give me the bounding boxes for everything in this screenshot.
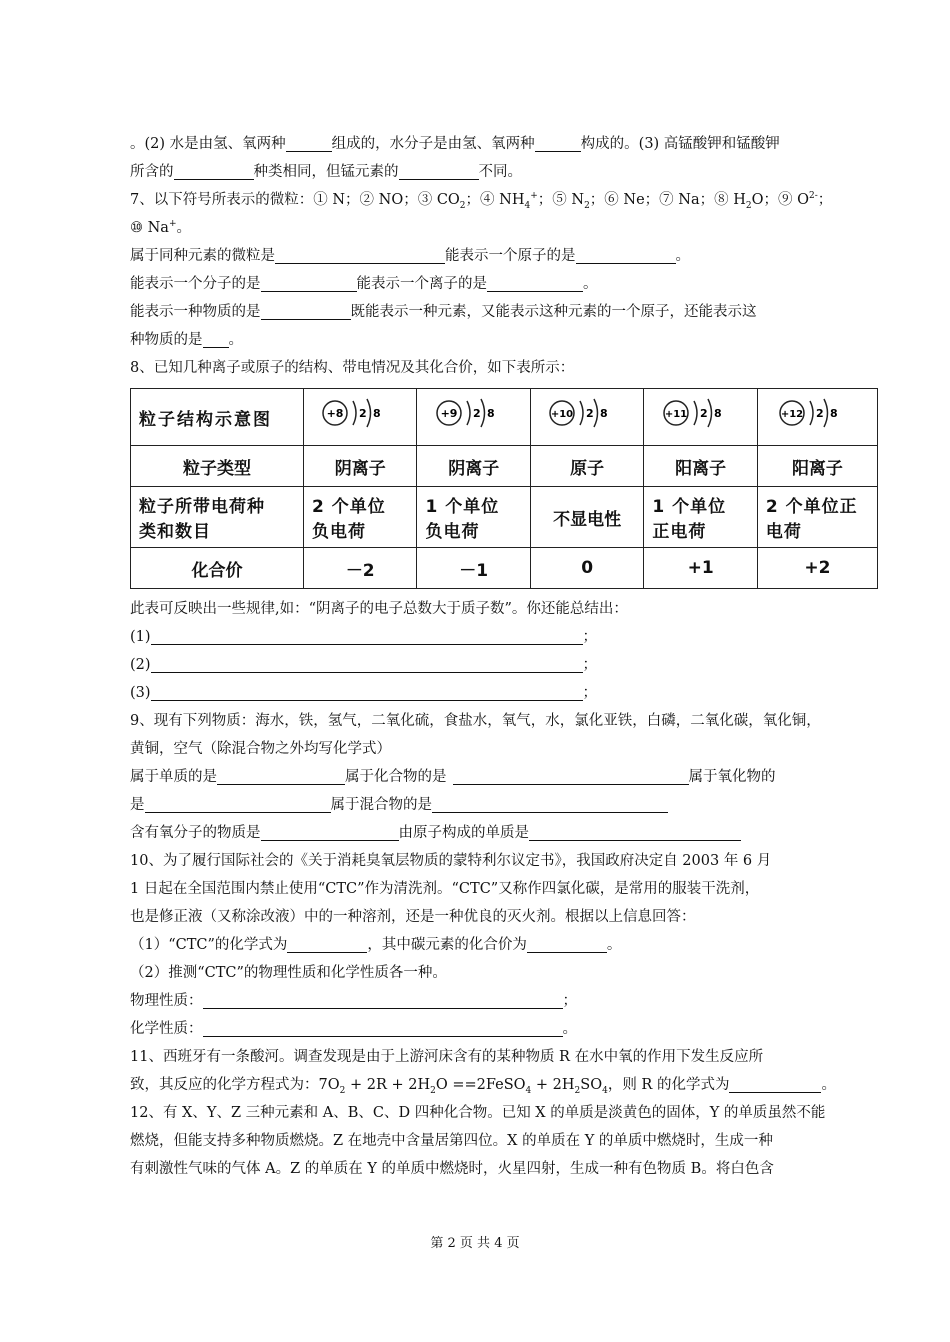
q11-line-1: 11、西班牙有一条酸河。调查发现是由于上游河床含有的某种物质 R 在水中氧的作用下发生反应所	[130, 1049, 764, 1065]
q8-intro: 8、已知几种离子或原子的结构、带电情况及其化合价，如下表所示：	[130, 360, 575, 376]
table-row	[131, 548, 878, 589]
blank[interactable]	[145, 794, 331, 813]
charge-cell: 1 个单位 负电荷	[417, 487, 530, 548]
atom-diagram-icon	[772, 393, 862, 437]
svg-text:2: 2	[359, 406, 367, 420]
q8-summary: 此表可反映出一些规律,如：“阴离子的电子总数大于质子数”。你还能总结出：	[130, 601, 628, 617]
q7-line-5: 能表示一种物质的是 既能表示一种元素，又能表示这种元素的一个原子，还能表示这	[130, 298, 830, 326]
svg-text:8: 8	[830, 406, 839, 420]
blank[interactable]	[151, 654, 583, 673]
q7-line-6: 种物质的是 。	[130, 326, 830, 354]
blank[interactable]	[487, 273, 583, 292]
q10-line-2: 1 日起在全国范围内禁止使用“CTC”作为清洗剂。“CTC”又称作四氯化碳，是常用的服装干洗剂，	[130, 881, 760, 897]
atom-diagram-icon	[315, 393, 405, 437]
q10-line-7: 化学性质： 。	[130, 1015, 830, 1043]
svg-text:+12: +12	[781, 408, 804, 420]
blank[interactable]	[261, 301, 351, 320]
charge-cell: 2 个单位正 电荷	[757, 487, 877, 548]
atom-diagram-icon	[429, 393, 519, 437]
blank[interactable]	[399, 161, 479, 180]
q12-line-2: 燃烧，但能支持多种物质燃烧。Z 在地壳中含量居第四位。X 的单质在 Y 的单质中燃烧时，生成一种	[130, 1133, 773, 1149]
q9-line-3: 属于单质的是 属于化合物的是 属于氧化物的	[130, 763, 830, 791]
q9-line-1: 9、现有下列物质：海水，铁，氢气，二氧化硫，食盐水，氧气，水，氯化亚铁，白磷，二氧化碳，氧化铜，	[130, 713, 821, 729]
structure-cell	[417, 389, 530, 446]
blank[interactable]	[576, 245, 676, 264]
q6-line-2: 所含的 种类相同，但锰元素的 不同。	[130, 158, 830, 186]
valence-cell: +1	[644, 548, 757, 589]
page-footer: 第 2 页 共 4 页	[430, 1236, 520, 1251]
blank[interactable]	[287, 934, 367, 953]
blank[interactable]	[203, 990, 563, 1009]
blank[interactable]	[174, 161, 254, 180]
blank[interactable]	[527, 934, 607, 953]
blank[interactable]	[535, 133, 581, 152]
atom-diagram-icon	[656, 393, 746, 437]
row-label: 粒子类型	[131, 446, 304, 487]
blank[interactable]	[217, 766, 345, 785]
svg-text:+11: +11	[664, 408, 687, 420]
table-row	[131, 389, 878, 446]
exam-page	[130, 130, 858, 1183]
table-row	[131, 446, 878, 487]
type-cell: 阴离子	[304, 446, 417, 487]
svg-text:2: 2	[816, 406, 825, 420]
svg-text:8: 8	[486, 406, 495, 420]
row-label: 粒子结构示意图	[131, 389, 304, 446]
blank[interactable]	[151, 626, 583, 645]
type-cell: 原子	[530, 446, 643, 487]
type-cell: 阳离子	[644, 446, 757, 487]
atom-diagram-icon	[542, 393, 632, 437]
structure-cell	[757, 389, 877, 446]
blank[interactable]	[729, 1074, 821, 1093]
svg-text:8: 8	[373, 406, 381, 420]
q7-line-2: ⑩ Na+。	[130, 219, 191, 236]
table-row	[131, 487, 878, 548]
charge-cell: 不显电性	[530, 487, 643, 548]
q10-line-3: 也是修正液（又称涂改液）中的一种溶剂，还是一种优良的灭火剂。根据以上信息回答：	[130, 909, 696, 925]
q7-line-4: 能表示一个分子的是 能表示一个离子的是 。	[130, 270, 830, 298]
q8-blank-1: (1) ；	[130, 623, 830, 651]
svg-text:2: 2	[699, 406, 708, 420]
q7-line-1: 7、以下符号所表示的微粒：① N；② NO；③ $CO_2$；④ $NH_4^+$；⑤ $N_2$；⑥ Ne；⑦ Na；⑧ $H_2O$；⑨ $O^{2-}$；	[130, 191, 833, 211]
blank[interactable]	[453, 766, 689, 785]
q9-line-4: 是 属于混合物的是	[130, 791, 830, 819]
structure-cell	[644, 389, 757, 446]
blank[interactable]	[203, 329, 229, 348]
structure-cell	[304, 389, 417, 446]
svg-text:+10: +10	[551, 408, 574, 420]
q7-line-3: 属于同种元素的微粒是 能表示一个原子的是 。	[130, 242, 830, 270]
blank[interactable]	[432, 794, 668, 813]
ion-table	[130, 388, 878, 589]
q10-line-1: 10、为了履行国际社会的《关于消耗臭氧层物质的蒙特利尔议定书》，我国政府决定自 2003 年 6 月	[130, 853, 772, 869]
q10-line-6: 物理性质： ；	[130, 987, 830, 1015]
blank[interactable]	[261, 822, 399, 841]
svg-text:+9: +9	[440, 406, 458, 420]
svg-text:8: 8	[713, 406, 722, 420]
q12-line-1: 12、有 X、Y、Z 三种元素和 A、B、C、D 四种化合物。已知 X 的单质是淡黄色的固体，Y 的单质虽然不能	[130, 1105, 826, 1121]
structure-cell	[530, 389, 643, 446]
q10-line-4: （1）“CTC”的化学式为 ，其中碳元素的化合价为 。	[130, 931, 830, 959]
charge-cell: 2 个单位 负电荷	[304, 487, 417, 548]
type-cell: 阳离子	[757, 446, 877, 487]
q6-line-1: 。(2) 水是由氢、氧两种 组成的，水分子是由氢、氧两种 构成的。(3) 高锰酸钾和锰酸钾	[130, 130, 830, 158]
blank[interactable]	[203, 1018, 563, 1037]
blank[interactable]	[529, 822, 741, 841]
q9-line-2: 黄铜，空气（除混合物之外均写化学式）	[130, 741, 391, 757]
q12-line-3: 有刺激性气味的气体 A。Z 的单质在 Y 的单质中燃烧时，火星四射，生成一种有色物质 B。将白色含	[130, 1161, 774, 1177]
charge-cell: 1 个单位 正电荷	[644, 487, 757, 548]
valence-cell: +2	[757, 548, 877, 589]
valence-cell: －1	[417, 548, 530, 589]
svg-text:2: 2	[472, 406, 481, 420]
svg-text:2: 2	[586, 406, 594, 420]
q11-line-2: 致，其反应的化学方程式为：$7O_2 + 2R + 2H_2O$ ==2FeSO$_4$ + $2H_2SO_4$，则 R 的化学式为 。	[130, 1071, 830, 1099]
q10-line-5: （2）推测“CTC”的物理性质和化学性质各一种。	[130, 965, 447, 981]
q9-line-5: 含有氧分子的物质是 由原子构成的单质是	[130, 819, 830, 847]
blank[interactable]	[275, 245, 445, 264]
blank[interactable]	[261, 273, 357, 292]
valence-cell: 0	[530, 548, 643, 589]
type-cell: 阴离子	[417, 446, 530, 487]
q8-blank-3: (3) ；	[130, 679, 830, 707]
svg-text:8: 8	[600, 406, 608, 420]
row-label: 粒子所带电荷种 类和数目	[131, 487, 304, 548]
q8-blank-2: (2) ；	[130, 651, 830, 679]
blank[interactable]	[286, 133, 332, 152]
row-label: 化合价	[131, 548, 304, 589]
blank[interactable]	[151, 682, 583, 701]
svg-text:+8: +8	[326, 406, 344, 420]
valence-cell: －2	[304, 548, 417, 589]
